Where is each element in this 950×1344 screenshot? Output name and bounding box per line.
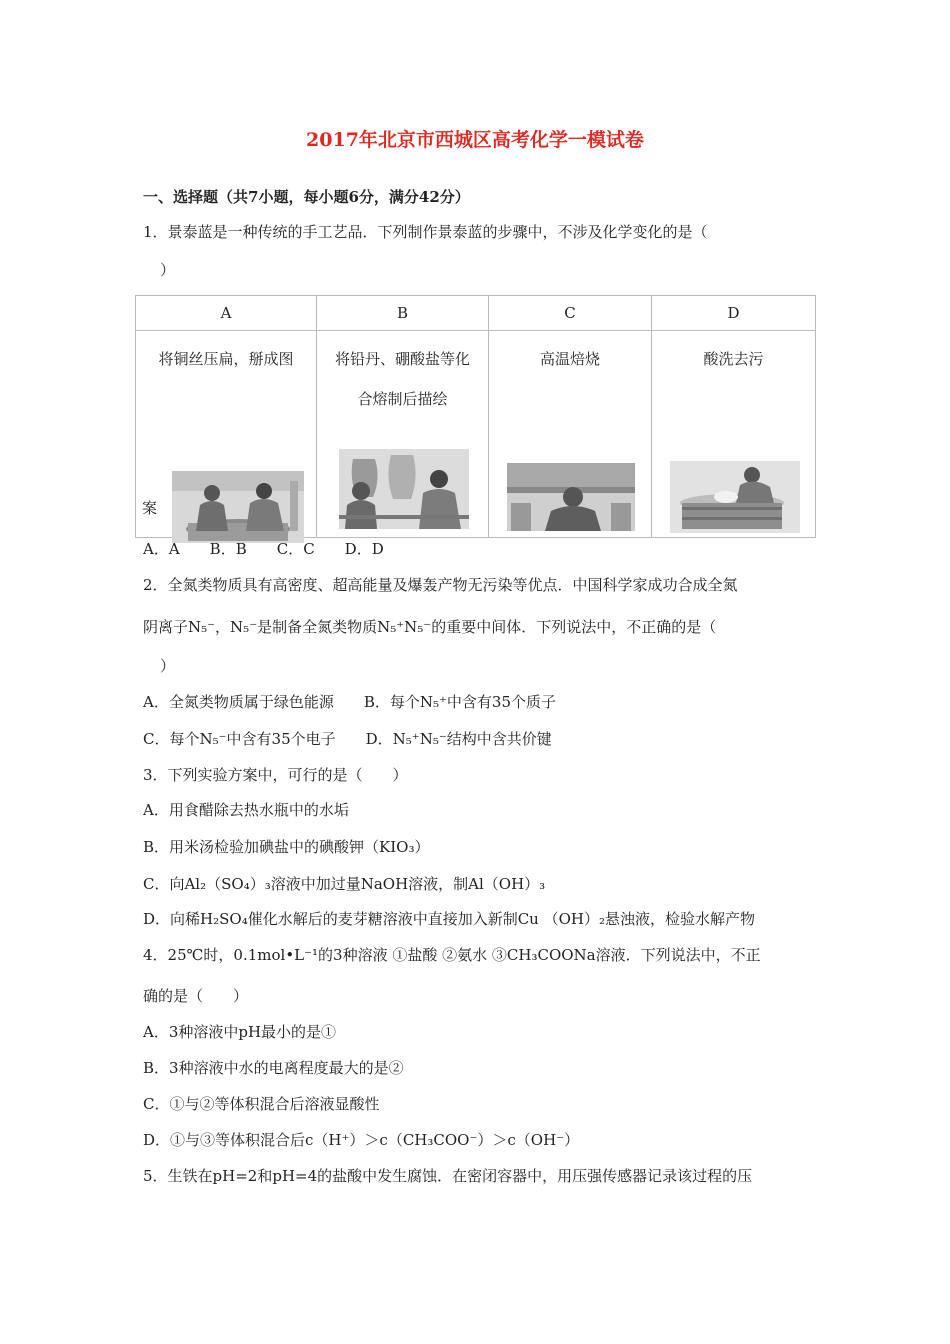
q3-option-c: C．向Al₂（SO₄）₃溶液中加过量NaOH溶液，制Al（OH）₃ — [143, 875, 546, 893]
page-title: 2017年北京市西城区高考化学一模试卷 — [306, 129, 644, 151]
table-header-c: C — [489, 296, 652, 331]
section-heading: 一、选择题（共7小题，每小题6分，满分42分） — [143, 188, 470, 206]
table-header-a: A — [136, 296, 317, 331]
table-cell-c — [489, 331, 652, 538]
illustration-firing — [507, 463, 635, 531]
q5-stem-line1: 5．生铁在pH=2和pH=4的盐酸中发生腐蚀．在密闭容器中，用压强传感器记录该过程的压 — [143, 1167, 753, 1185]
cell-a-suffix: 案 — [142, 499, 158, 517]
q2-options-cd: C．每个N₅⁻中含有35个电子 D．N₅⁺N₅⁻结构中含共价键 — [143, 730, 552, 748]
table-cell-b — [317, 331, 489, 538]
q4-stem-line1: 4．25℃时，0.1mol•L⁻¹的3种溶液 ①盐酸 ②氨水 ③CH₃COONa溶液．下列说法中，不正 — [143, 946, 761, 964]
illustration-acid-washing — [670, 461, 800, 533]
q1-answer-options: A．A B．B C．C D．D — [143, 540, 384, 558]
table-cell-d — [652, 331, 816, 538]
table-header-d: D — [652, 296, 816, 331]
q4-stem-line2: 确的是（ ） — [143, 987, 249, 1005]
cell-b-text-line2: 合熔制后描绘 — [357, 390, 448, 408]
table-cell-a — [136, 331, 317, 538]
q2-stem-line1: 2．全氮类物质具有高密度、超高能量及爆轰产物无污染等优点．中国科学家成功合成全氮 — [143, 576, 738, 594]
q2-options-ab: A．全氮类物质属于绿色能源 B．每个N₅⁺中含有35个质子 — [143, 693, 557, 711]
cell-d-text: 酸洗去污 — [703, 350, 764, 368]
illustration-flattening-wire — [172, 471, 304, 543]
q1-stem-line1: 1．景泰蓝是一种传统的手工艺品．下列制作景泰蓝的步骤中，不涉及化学变化的是（ — [143, 223, 708, 241]
table-header-b: B — [317, 296, 489, 331]
q2-stem-line3: ） — [160, 657, 176, 675]
q4-option-a: A．3种溶液中pH最小的是① — [143, 1023, 337, 1041]
q4-option-c: C．①与②等体积混合后溶液显酸性 — [143, 1095, 380, 1113]
q1-stem-line2: ） — [160, 261, 176, 279]
cell-b-text — [317, 339, 488, 419]
q3-stem: 3．下列实验方案中，可行的是（ ） — [143, 766, 408, 784]
cell-b-text-line1: 将铅丹、硼酸盐等化 — [334, 350, 470, 368]
q4-option-d: D．①与③等体积混合后c（H⁺）＞c（CH₃COO⁻）＞c（OH⁻） — [143, 1131, 580, 1149]
illustration-painting-enamel — [339, 449, 469, 529]
q1-options-table — [135, 295, 816, 538]
q4-option-b: B．3种溶液中水的电离程度最大的是② — [143, 1059, 404, 1077]
q3-option-b: B．用米汤检验加碘盐中的碘酸钾（KIO₃） — [143, 838, 430, 856]
cell-a-text: 将铜丝压扁，掰成图 — [158, 350, 294, 368]
cell-c-text: 高温焙烧 — [539, 350, 600, 368]
q3-option-a: A．用食醋除去热水瓶中的水垢 — [143, 801, 349, 819]
q2-stem-line2: 阴离子N₅⁻，N₅⁻是制备全氮类物质N₅⁺N₅⁻的重要中间体．下列说法中，不正确的是（ — [143, 618, 717, 636]
q3-option-d: D．向稀H₂SO₄催化水解后的麦芽糖溶液中直接加入新制Cu （OH）₂悬浊液，检验水解产物 — [143, 910, 756, 928]
